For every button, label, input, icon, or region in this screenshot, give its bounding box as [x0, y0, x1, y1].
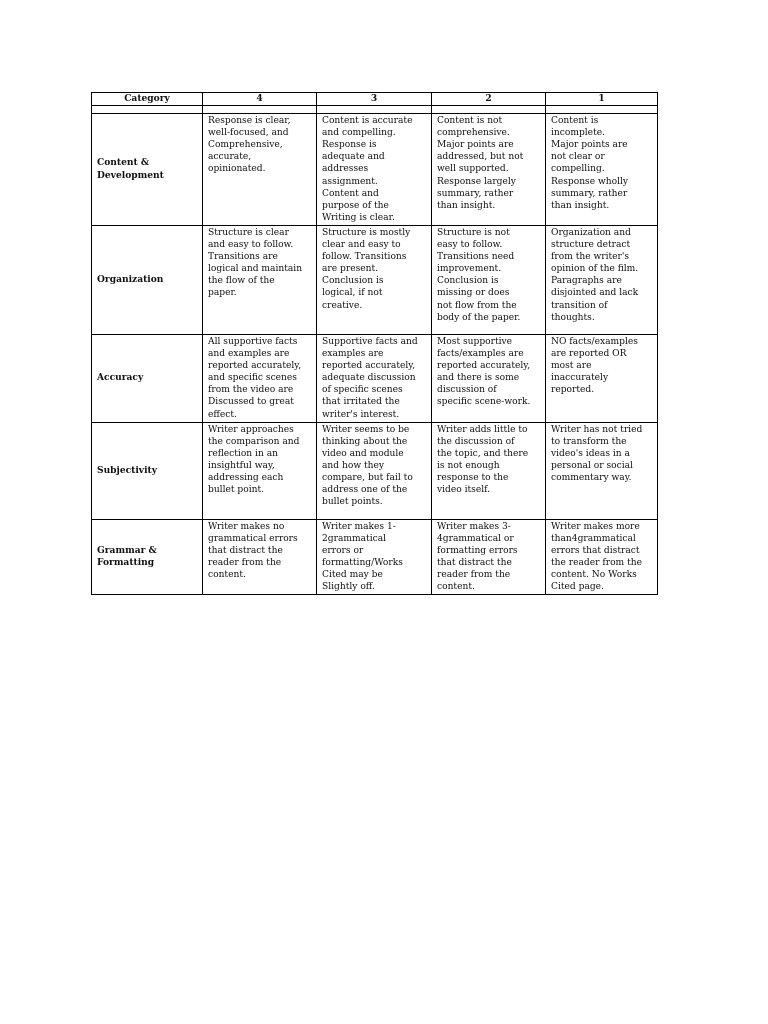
table-cell: Response is clear, well-focused, and Comprehensive, accurate, opinionated. — [203, 114, 317, 226]
rubric-table — [91, 92, 658, 595]
row-category: Subjectivity — [92, 422, 203, 519]
table-row — [92, 225, 658, 334]
table-cell: Writer makes 1- 2grammatical errors or formatting/Works Cited may be Slightly off. — [317, 519, 432, 595]
table-cell: Most supportive facts/examples are reported accurately, and there is some discussion of specific scene-work. — [432, 334, 546, 422]
table-cell: Writer approaches the comparison and reflection in an insightful way, addressing each bullet point. — [203, 422, 317, 519]
spacer-row — [92, 106, 658, 114]
table-row — [92, 519, 658, 595]
table-cell: All supportive facts and examples are reported accurately, and specific scenes from the video are Discussed to great effect. — [203, 334, 317, 422]
header-score-1: 1 — [546, 93, 658, 106]
row-category: Accuracy — [92, 334, 203, 422]
table-cell: NO facts/examples are reported OR most are inaccurately reported. — [546, 334, 658, 422]
table-cell: Supportive facts and examples are reported accurately, adequate discussion of specific scenes that irritated the writer's interest. — [317, 334, 432, 422]
table-cell: Writer has not tried to transform the video's ideas in a personal or social commentary way. — [546, 422, 658, 519]
header-category: Category — [92, 93, 203, 106]
table-cell: Content is accurate and compelling. Response is adequate and addresses assignment. Content and purpose of the Writing is clear. — [317, 114, 432, 226]
header-row — [92, 93, 658, 106]
table-cell: Structure is clear and easy to follow. Transitions are logical and maintain the flow of the paper. — [203, 225, 317, 334]
table-cell: Content is incomplete. Major points are not clear or compelling. Response wholly summary, rather than insight. — [546, 114, 658, 226]
table-row — [92, 114, 658, 226]
table-cell: Writer makes no grammatical errors that distract the reader from the content. — [203, 519, 317, 595]
header-score-3: 3 — [317, 93, 432, 106]
table-cell: Structure is mostly clear and easy to follow. Transitions are present. Conclusion is logical, if not creative. — [317, 225, 432, 334]
table-row — [92, 422, 658, 519]
table-cell: Writer adds little to the discussion of the topic, and there is not enough response to the video itself. — [432, 422, 546, 519]
row-category: Organization — [92, 225, 203, 334]
table-cell: Content is not comprehensive. Major points are addressed, but not well supported. Response largely summary, rather than insight. — [432, 114, 546, 226]
table-cell: Writer makes more than4grammatical errors that distract the reader from the content. No Works Cited page. — [546, 519, 658, 595]
row-category: Content & Development — [92, 114, 203, 226]
table-cell: Organization and structure detract from the writer's opinion of the film. Paragraphs are disjointed and lack transition of thoughts. — [546, 225, 658, 334]
header-score-2: 2 — [432, 93, 546, 106]
table-row — [92, 334, 658, 422]
table-cell: Writer seems to be thinking about the video and module and how they compare, but fail to address one of the bullet points. — [317, 422, 432, 519]
table-cell: Structure is not easy to follow. Transitions need improvement. Conclusion is missing or does not flow from the body of the paper. — [432, 225, 546, 334]
table-cell: Writer makes 3- 4grammatical or formatting errors that distract the reader from the content. — [432, 519, 546, 595]
row-category: Grammar & Formatting — [92, 519, 203, 595]
header-score-4: 4 — [203, 93, 317, 106]
